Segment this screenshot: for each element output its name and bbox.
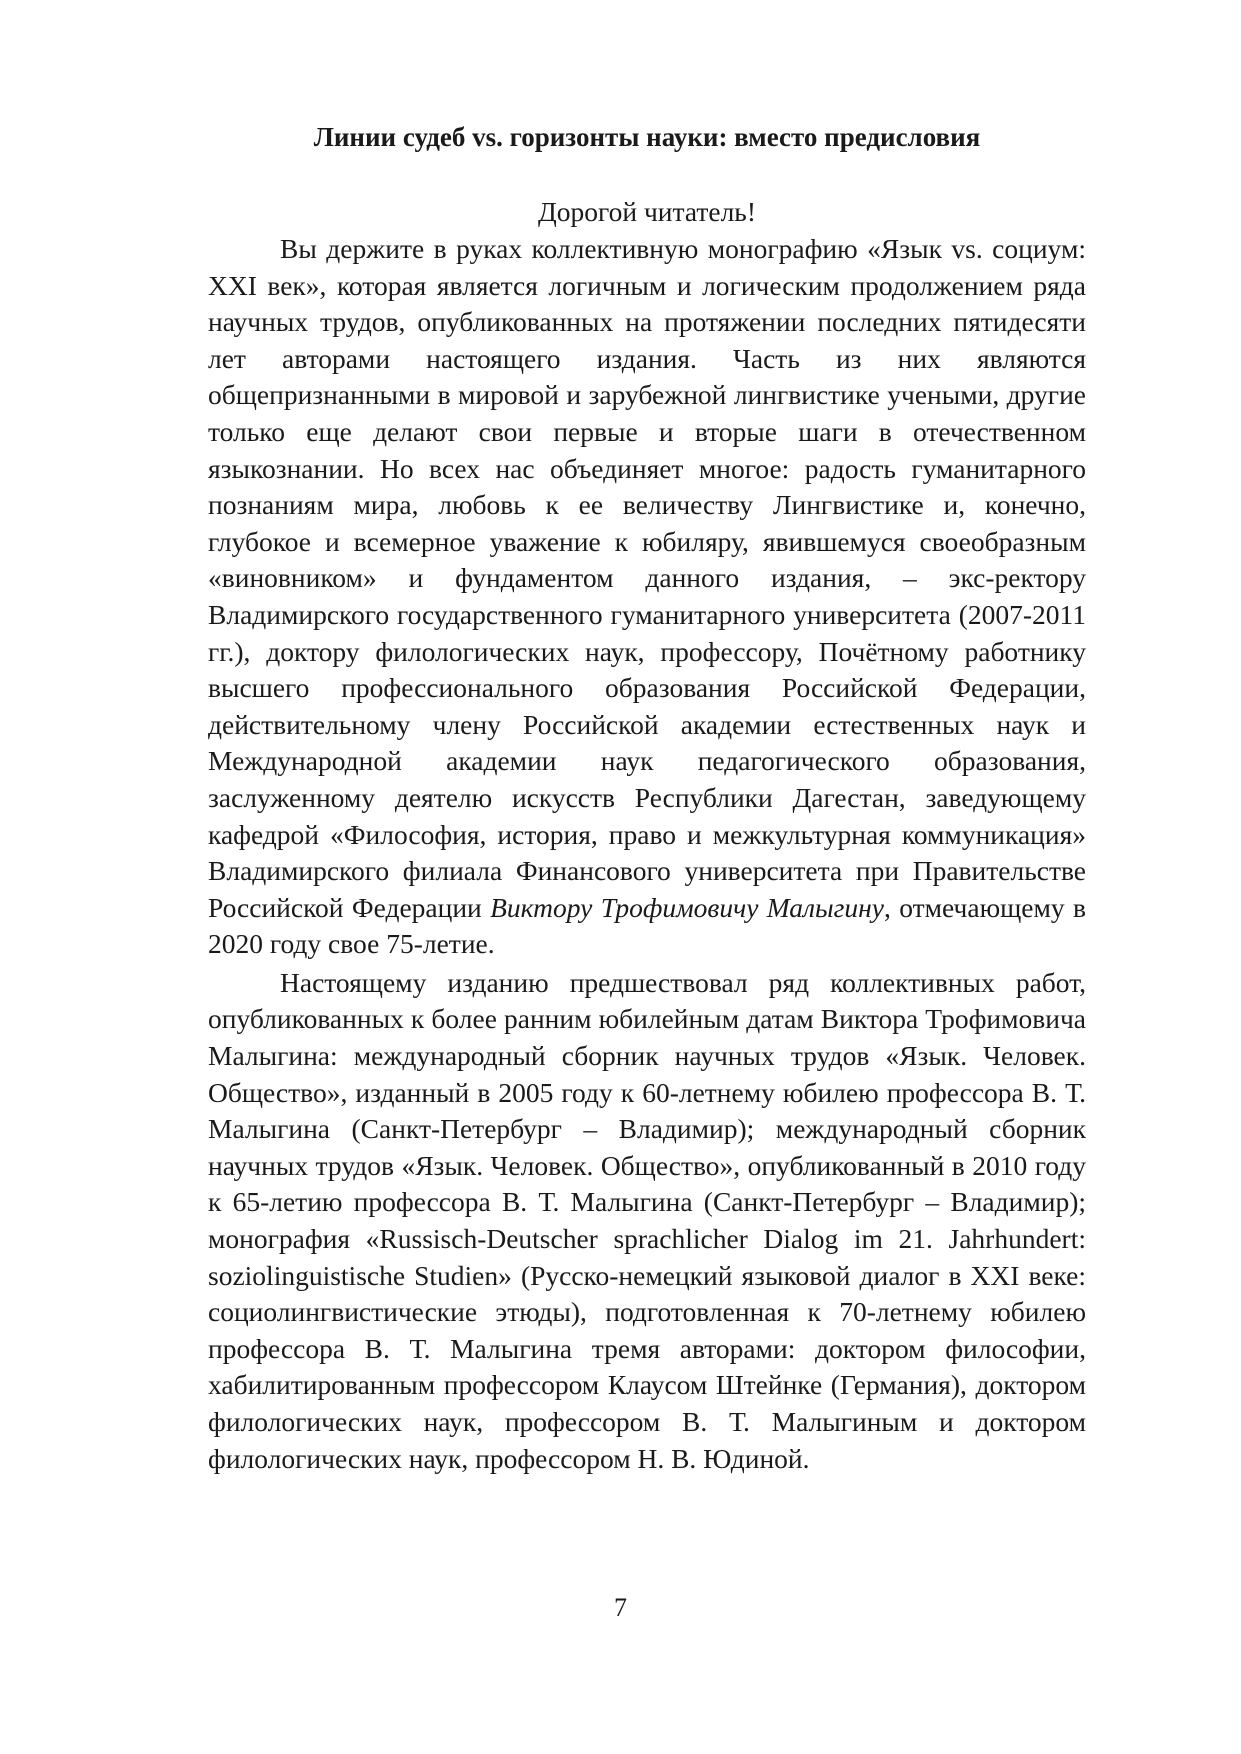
paragraph-1-tail: , отмечающему в 2020 году свое 75-летие. bbox=[208, 891, 1087, 960]
page-title: Линии судеб vs. горизонты науки: вместо предисловия bbox=[313, 122, 981, 152]
salutation: Дорогой читатель! bbox=[538, 196, 756, 227]
paragraph-1-lead: Вы держите в руках коллективную монографию «Язык vs. социум: XXI век», которая является логичным и логическим продолжением ряда научных трудов, опубликованных на протяжении последних пятидесяти лет авторами настоящего издания. Часть из них являются общепризнанными в мировой и зарубежной лингвистике учеными, другие только еще делают свои первые и вторые шаги в отечественном языкознании. Но всех нас объединяет многое: радость гуманитарного познаниям мира, любовь к ее величеству Лингвистике и, конечно, глубокое и всемерное уважение к юбиляру, явившемуся своеобразным «виновником» и фундаментом данного издания, – экс-ректору Владимирского государственного гуманитарного университета (2007-2011 гг.), доктору филологических наук, профессору, Почётному работнику высшего профессионального образования Российской Федерации, действительному члену Российской академии естественных наук и Международной академии наук педагогического образования, заслуженному деятелю искусств Республики Дагестан, заведующему кафедрой «Философия, история, право и межкультурная коммуникация» Владимирского филиала Финансового университета при Правительстве Российской Федерации bbox=[208, 233, 1086, 923]
honoree-name: Виктору Трофимовичу Малыгину bbox=[490, 891, 884, 923]
body-text bbox=[208, 231, 1086, 1477]
paragraph-1 bbox=[208, 231, 1086, 963]
paragraph-2: Настоящему изданию предшествовал ряд коллективных работ, опубликованных к более ранним юбилейным датам Виктора Трофимовича Малыгина: международный сборник научных трудов «Язык. Человек. Общество», изданный в 2005 году к 60-летнему юбилею профессора В. Т. Малыгина (Санкт-Петербург – Владимир); международный сборник научных трудов «Язык. Человек. Общество», опубликованный в 2010 году к 65-летию профессора В. Т. Малыгина (Санкт-Петербург – Владимир); монография «Russisch-Deutscher sprachlicher Dialog im 21. Jahrhundert: soziolinguistische Studien» (Русско-немецкий языковой диалог в XXI веке: социолингвистические этюды), подготовленная к 70-летнему юбилею профессора В. Т. Малыгина тремя авторами: доктором философии, хабилитированным профессором Клаусом Штейнке (Германия), доктором филологических наук, профессором В. Т. Малыгиным и доктором филологических наук, профессором Н. В. Юдиной. bbox=[208, 966, 1086, 1474]
page-number: 7 bbox=[614, 1593, 627, 1622]
